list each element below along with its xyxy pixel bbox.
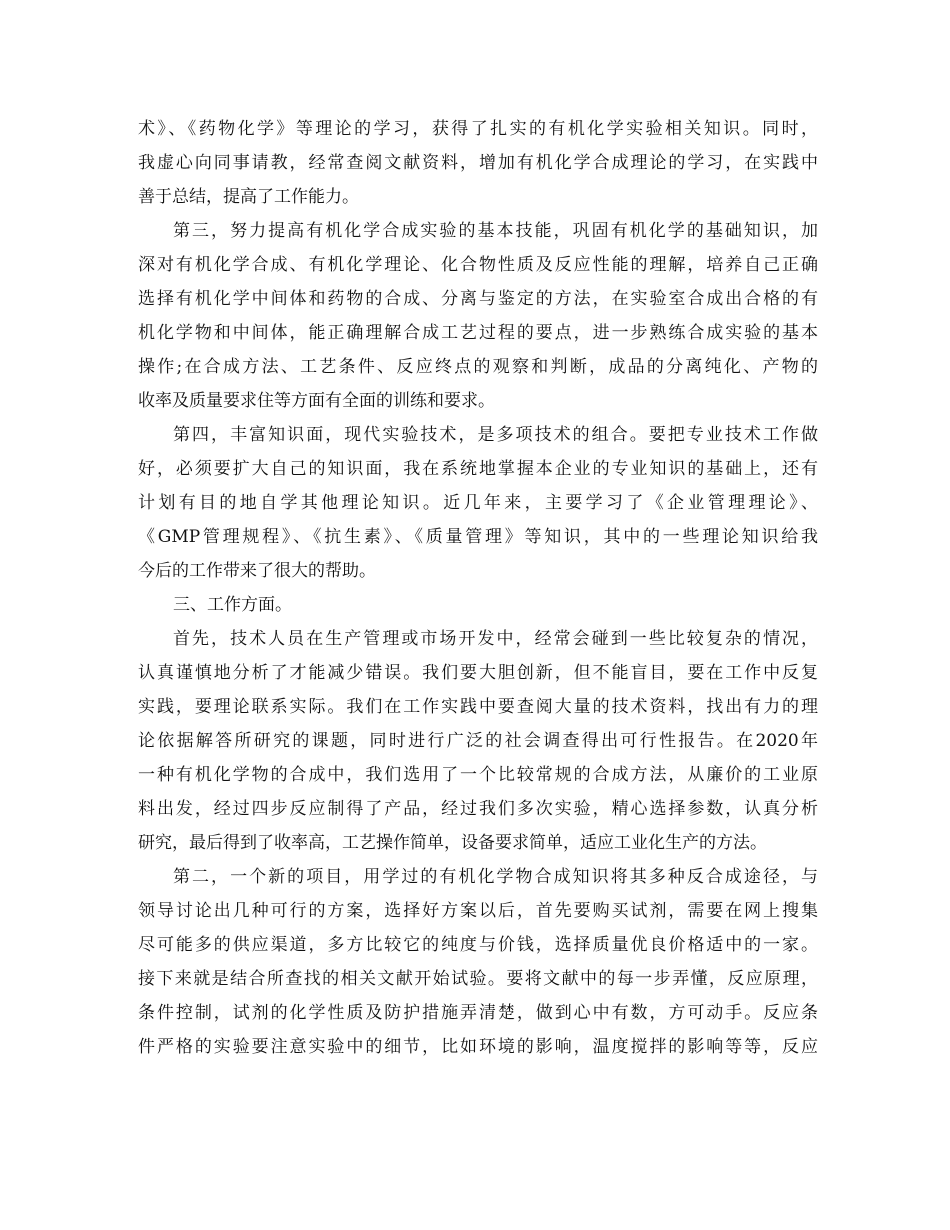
text-line: 善于总结，提高了工作能力。 [138, 187, 359, 207]
paragraph-third [138, 214, 818, 418]
text-line: 研究，最后得到了收率高，工艺操作简单，设备要求简单，适应工业化生产的方法。 [138, 833, 767, 853]
text-line: 第三，努力提高有机化学合成实验的基本技能，巩固有机化学的基础知识，加 [173, 221, 818, 241]
text-line: 机化学物和中间体，能正确理解合成工艺过程的要点，进一步熟练合成实验的基本 [138, 323, 818, 343]
paragraph-second [138, 860, 818, 1064]
paragraph-first [138, 622, 818, 860]
paragraph-continuation [138, 112, 818, 214]
section-heading-work [138, 588, 818, 622]
text-line: 论依据解答所研究的课题，同时进行广泛的社会调查得出可行性报告。在2020年 [138, 731, 818, 751]
text-line: 首先，技术人员在生产管理或市场开发中，经常会碰到一些比较复杂的情况， [173, 629, 818, 649]
text-line: 领导讨论出几种可行的方案，选择好方案以后，首先要购买试剂，需要在网上搜集 [138, 901, 818, 921]
text-line: 术》、《药物化学》等理论的学习，获得了扎实的有机化学实验相关知识。同时， [138, 119, 818, 139]
text-line: 收率及质量要求住等方面有全面的训练和要求。 [138, 391, 495, 411]
text-line: 第二，一个新的项目，用学过的有机化学物合成知识将其多种反合成途径，与 [173, 867, 818, 887]
text-line: 条件控制，试剂的化学性质及防护措施弄清楚，做到心中有数，方可动手。反应条 [138, 1003, 818, 1023]
document-body [138, 112, 818, 1064]
text-line: 料出发，经过四步反应制得了产品，经过我们多次实验，精心选择参数，认真分析 [138, 799, 818, 819]
text-line: 深对有机化学合成、有机化学理论、化合物性质及反应性能的理解，培养自己正确 [138, 255, 818, 275]
text-line: 接下来就是结合所查找的相关文献开始试验。要将文献中的每一步弄懂，反应原理， [138, 969, 818, 989]
text-line: 认真谨慎地分析了才能减少错误。我们要大胆创新，但不能盲目，要在工作中反复 [138, 663, 818, 683]
text-line: 好，必须要扩大自己的知识面，我在系统地掌握本企业的专业知识的基础上，还有 [138, 459, 818, 479]
text-line: 计划有目的地自学其他理论知识。近几年来，主要学习了《企业管理理论》、 [138, 493, 818, 513]
text-line: 选择有机化学中间体和药物的合成、分离与鉴定的方法，在实验室合成出合格的有 [138, 289, 818, 309]
text-line: 我虚心向同事请教，经常查阅文献资料，增加有机化学合成理论的学习，在实践中 [138, 153, 818, 173]
text-line: 件严格的实验要注意实验中的细节，比如环境的影响，温度搅拌的影响等等，反应 [138, 1037, 818, 1057]
text-line: 实践，要理论联系实际。我们在工作实践中要查阅大量的技术资料，找出有力的理 [138, 697, 818, 717]
text-line: 一种有机化学物的合成中，我们选用了一个比较常规的合成方法，从廉价的工业原 [138, 765, 818, 785]
text-line: 操作;在合成方法、工艺条件、反应终点的观察和判断，成品的分离纯化、产物的 [138, 357, 818, 377]
text-line: 尽可能多的供应渠道，多方比较它的纯度与价钱，选择质量优良价格适中的一家。 [138, 935, 818, 955]
text-line: 今后的工作带来了很大的帮助。 [138, 561, 376, 581]
section-heading: 三、工作方面。 [173, 595, 292, 615]
paragraph-fourth [138, 418, 818, 588]
text-line: 《GMP管理规程》、《抗生素》、《质量管理》等知识，其中的一些理论知识给我 [138, 527, 818, 547]
text-line: 第四，丰富知识面，现代实验技术，是多项技术的组合。要把专业技术工作做 [173, 425, 818, 445]
